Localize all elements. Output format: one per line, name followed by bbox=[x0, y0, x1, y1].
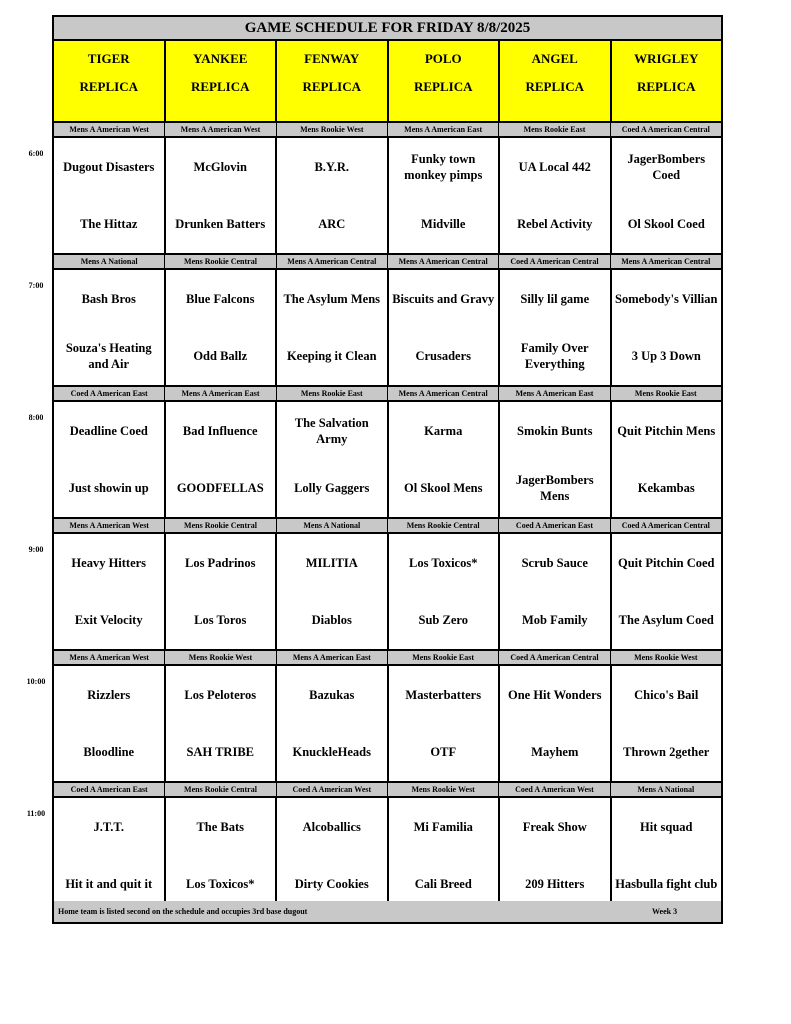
game-cell bbox=[54, 138, 166, 253]
division-label: Mens Rookie East bbox=[634, 389, 697, 398]
game-cell bbox=[277, 138, 389, 253]
home-team: Midville bbox=[421, 217, 466, 231]
game-cell bbox=[54, 402, 166, 517]
away-team: Los Peloteros bbox=[184, 688, 257, 702]
away-team: Freak Show bbox=[522, 820, 587, 834]
division-label: Mens A American Central bbox=[277, 255, 388, 268]
division-label: Mens A American West bbox=[54, 519, 165, 532]
field-name: POLO bbox=[424, 51, 462, 66]
away-team: Los Padrinos bbox=[184, 556, 256, 570]
schedule-table bbox=[52, 15, 723, 924]
division-label: Mens Rookie West bbox=[277, 123, 388, 136]
game-cell bbox=[166, 798, 278, 913]
away-team: Bash Bros bbox=[81, 292, 136, 306]
time-slot bbox=[54, 123, 721, 255]
away-team: Hit squad bbox=[640, 820, 693, 834]
division-label: Coed A American West bbox=[499, 783, 610, 796]
home-team: ARC bbox=[318, 217, 346, 231]
game-cell bbox=[54, 798, 166, 913]
away-team: Scrub Sauce bbox=[521, 556, 588, 570]
away-team: Alcoballics bbox=[302, 820, 361, 834]
home-team: Keeping it Clean bbox=[286, 349, 377, 363]
away-team: Somebody's Villian bbox=[615, 292, 718, 306]
away-team: Quit Pitchin Coed bbox=[617, 556, 715, 570]
away-team: Bad Influence bbox=[182, 424, 258, 438]
home-team: Dirty Cookies bbox=[294, 877, 369, 891]
games-row bbox=[54, 138, 721, 255]
game-cell bbox=[166, 402, 278, 517]
field-header bbox=[612, 41, 722, 121]
division-label: Mens A National bbox=[637, 785, 695, 794]
away-team: UA Local 442 bbox=[518, 160, 591, 174]
division-label: Mens Rookie Central bbox=[388, 519, 499, 532]
game-cell bbox=[612, 270, 722, 385]
time-label: 11:00 bbox=[26, 809, 46, 818]
footer-bar bbox=[54, 901, 721, 922]
away-team: J.T.T. bbox=[93, 820, 124, 834]
game-cell bbox=[166, 138, 278, 253]
footer-note: Home team is listed second on the schedule and occupies 3rd base dugout bbox=[58, 907, 308, 916]
division-label: Mens Rookie East bbox=[277, 387, 388, 400]
division-label: Coed A American Central bbox=[621, 521, 710, 530]
game-cell bbox=[277, 666, 389, 781]
game-cell bbox=[389, 798, 501, 913]
game-cell bbox=[500, 138, 612, 253]
field-name: WRIGLEY bbox=[634, 51, 699, 66]
home-team: Los Toros bbox=[194, 613, 247, 627]
field-sub: REPLICA bbox=[79, 79, 138, 94]
game-cell bbox=[389, 270, 501, 385]
home-team: Rebel Activity bbox=[517, 217, 593, 231]
division-label: Coed A American Central bbox=[621, 125, 710, 134]
time-slot bbox=[54, 519, 721, 651]
division-label: Mens A American East bbox=[388, 123, 499, 136]
home-team: Kekambas bbox=[637, 481, 695, 495]
time-label: 6:00 bbox=[28, 149, 44, 158]
home-team: Family Over Everything bbox=[520, 341, 589, 371]
home-team: GOODFELLAS bbox=[176, 481, 264, 495]
division-label: Mens A American West bbox=[54, 651, 165, 664]
division-label: Mens Rookie Central bbox=[165, 255, 276, 268]
away-team: Dugout Disasters bbox=[63, 160, 155, 174]
field-sub: REPLICA bbox=[190, 79, 250, 94]
field-sub: REPLICA bbox=[302, 79, 361, 94]
away-team: JagerBombers Coed bbox=[627, 152, 706, 182]
division-row bbox=[54, 123, 721, 138]
away-team: Biscuits and Gravy bbox=[392, 292, 495, 306]
away-team: Funky town monkey pimps bbox=[404, 152, 483, 182]
division-label: Mens Rookie Central bbox=[165, 519, 276, 532]
home-team: SAH TRIBE bbox=[186, 745, 254, 759]
division-row bbox=[54, 255, 721, 270]
home-team: Lolly Gaggers bbox=[294, 481, 370, 495]
division-label: Mens Rookie Central bbox=[165, 783, 276, 796]
away-team: Quit Pitchin Mens bbox=[617, 424, 716, 438]
game-cell bbox=[500, 402, 612, 517]
game-cell bbox=[277, 534, 389, 649]
time-label: 7:00 bbox=[28, 281, 44, 290]
home-team: Hit it and quit it bbox=[65, 877, 153, 891]
home-team: Bloodline bbox=[83, 745, 135, 759]
away-team: Rizzlers bbox=[87, 688, 131, 702]
home-team: Hasbulla fight club bbox=[615, 877, 718, 891]
game-cell bbox=[612, 534, 722, 649]
game-cell bbox=[612, 402, 722, 517]
home-team: Los Toxicos* bbox=[186, 877, 255, 891]
field-name: TIGER bbox=[87, 51, 130, 66]
time-label: 9:00 bbox=[28, 545, 44, 554]
game-cell bbox=[166, 666, 278, 781]
division-label: Mens Rookie West bbox=[388, 783, 499, 796]
away-team: Los Toxicos* bbox=[409, 556, 478, 570]
game-cell bbox=[500, 534, 612, 649]
division-label: Coed A American Central bbox=[499, 255, 610, 268]
home-team: Thrown 2gether bbox=[623, 745, 710, 759]
game-cell bbox=[166, 534, 278, 649]
away-team: The Salvation Army bbox=[294, 416, 369, 446]
division-label: Mens Rookie West bbox=[634, 653, 698, 662]
away-team: One Hit Wonders bbox=[507, 688, 602, 702]
division-row bbox=[54, 387, 721, 402]
away-team: McGlovin bbox=[193, 160, 247, 174]
game-cell bbox=[277, 798, 389, 913]
home-team: Ol Skool Mens bbox=[404, 481, 483, 495]
division-label: Mens Rookie East bbox=[388, 651, 499, 664]
week-label: Week 3 bbox=[652, 907, 678, 916]
game-cell bbox=[166, 270, 278, 385]
home-team: Just showin up bbox=[68, 481, 149, 495]
away-team: Silly lil game bbox=[520, 292, 590, 306]
home-team: OTF bbox=[430, 745, 457, 759]
away-team: Heavy Hitters bbox=[71, 556, 147, 570]
away-team: MILITIA bbox=[305, 556, 358, 570]
game-cell bbox=[54, 534, 166, 649]
home-team: Mob Family bbox=[521, 613, 588, 627]
field-sub: REPLICA bbox=[413, 79, 473, 94]
home-team: Cali Breed bbox=[414, 877, 472, 891]
home-team: 209 Hitters bbox=[525, 877, 585, 891]
field-name: FENWAY bbox=[304, 51, 360, 66]
away-team: Blue Falcons bbox=[186, 292, 255, 306]
field-header bbox=[166, 41, 278, 121]
away-team: Bazukas bbox=[309, 688, 355, 702]
division-label: Mens A American Central bbox=[388, 387, 499, 400]
game-cell bbox=[612, 798, 722, 913]
division-label: Mens A American East bbox=[165, 387, 276, 400]
division-label: Mens A American East bbox=[277, 651, 388, 664]
division-label: Mens A American West bbox=[54, 123, 165, 136]
game-cell bbox=[389, 534, 501, 649]
game-cell bbox=[389, 138, 501, 253]
field-name: ANGEL bbox=[531, 51, 578, 66]
division-label: Coed A American East bbox=[499, 519, 610, 532]
away-team: Masterbatters bbox=[405, 688, 482, 702]
division-label: Coed A American West bbox=[277, 783, 388, 796]
away-team: Smokin Bunts bbox=[517, 424, 593, 438]
game-cell bbox=[500, 798, 612, 913]
game-cell bbox=[277, 270, 389, 385]
game-cell bbox=[500, 666, 612, 781]
home-team: KnuckleHeads bbox=[292, 745, 371, 759]
game-cell bbox=[54, 666, 166, 781]
game-cell bbox=[277, 402, 389, 517]
field-sub: REPLICA bbox=[525, 79, 584, 94]
game-cell bbox=[389, 666, 501, 781]
division-row bbox=[54, 783, 721, 798]
home-team: Diablos bbox=[311, 613, 352, 627]
away-team: Deadline Coed bbox=[69, 424, 148, 438]
division-label: Coed A American Central bbox=[499, 651, 610, 664]
division-label: Mens Rookie East bbox=[499, 123, 610, 136]
games-row bbox=[54, 534, 721, 651]
games-row bbox=[54, 666, 721, 783]
home-team: Odd Ballz bbox=[193, 349, 248, 363]
away-team: The Asylum Mens bbox=[283, 292, 381, 306]
field-header bbox=[389, 41, 501, 121]
game-cell bbox=[612, 138, 722, 253]
away-team: Mi Familia bbox=[413, 820, 473, 834]
time-slot bbox=[54, 651, 721, 783]
division-label: Mens A American Central bbox=[388, 255, 499, 268]
home-team: The Hittaz bbox=[80, 217, 138, 231]
division-label: Mens A American East bbox=[499, 387, 610, 400]
home-team: Sub Zero bbox=[418, 613, 468, 627]
away-team: B.Y.R. bbox=[314, 160, 350, 174]
home-team: Ol Skool Coed bbox=[627, 217, 705, 231]
away-team: The Bats bbox=[196, 820, 245, 834]
division-row bbox=[54, 651, 721, 666]
division-row bbox=[54, 519, 721, 534]
time-label: 10:00 bbox=[26, 677, 46, 686]
division-label: Mens A National bbox=[277, 519, 388, 532]
away-team: Karma bbox=[424, 424, 463, 438]
home-team: 3 Up 3 Down bbox=[631, 349, 701, 363]
field-header bbox=[500, 41, 612, 121]
division-label: Mens A National bbox=[54, 255, 165, 268]
field-header bbox=[54, 41, 166, 121]
time-slot bbox=[54, 255, 721, 387]
home-team: Drunken Batters bbox=[175, 217, 266, 231]
home-team: Mayhem bbox=[531, 745, 579, 759]
division-label: Mens A American Central bbox=[621, 257, 711, 266]
home-team: Exit Velocity bbox=[74, 613, 143, 627]
game-cell bbox=[612, 666, 722, 781]
game-cell bbox=[389, 402, 501, 517]
games-row bbox=[54, 402, 721, 519]
away-team: Chico's Bail bbox=[634, 688, 699, 702]
home-team: The Asylum Coed bbox=[618, 613, 714, 627]
field-header bbox=[277, 41, 389, 121]
games-row bbox=[54, 270, 721, 387]
home-team: Crusaders bbox=[415, 349, 472, 363]
page-title: GAME SCHEDULE FOR FRIDAY 8/8/2025 bbox=[54, 17, 721, 41]
division-label: Coed A American East bbox=[54, 783, 165, 796]
field-sub: REPLICA bbox=[636, 79, 696, 94]
time-slot bbox=[54, 783, 721, 915]
game-cell bbox=[54, 270, 166, 385]
field-header-row bbox=[54, 41, 721, 123]
time-label: 8:00 bbox=[28, 413, 44, 422]
field-name: YANKEE bbox=[193, 51, 248, 66]
division-label: Mens Rookie West bbox=[165, 651, 276, 664]
games-row bbox=[54, 798, 721, 915]
time-slot bbox=[54, 387, 721, 519]
home-team: JagerBombers Mens bbox=[515, 473, 594, 503]
division-label: Mens A American West bbox=[165, 123, 276, 136]
home-team: Souza's Heating and Air bbox=[65, 341, 152, 371]
game-cell bbox=[500, 270, 612, 385]
division-label: Coed A American East bbox=[54, 387, 165, 400]
